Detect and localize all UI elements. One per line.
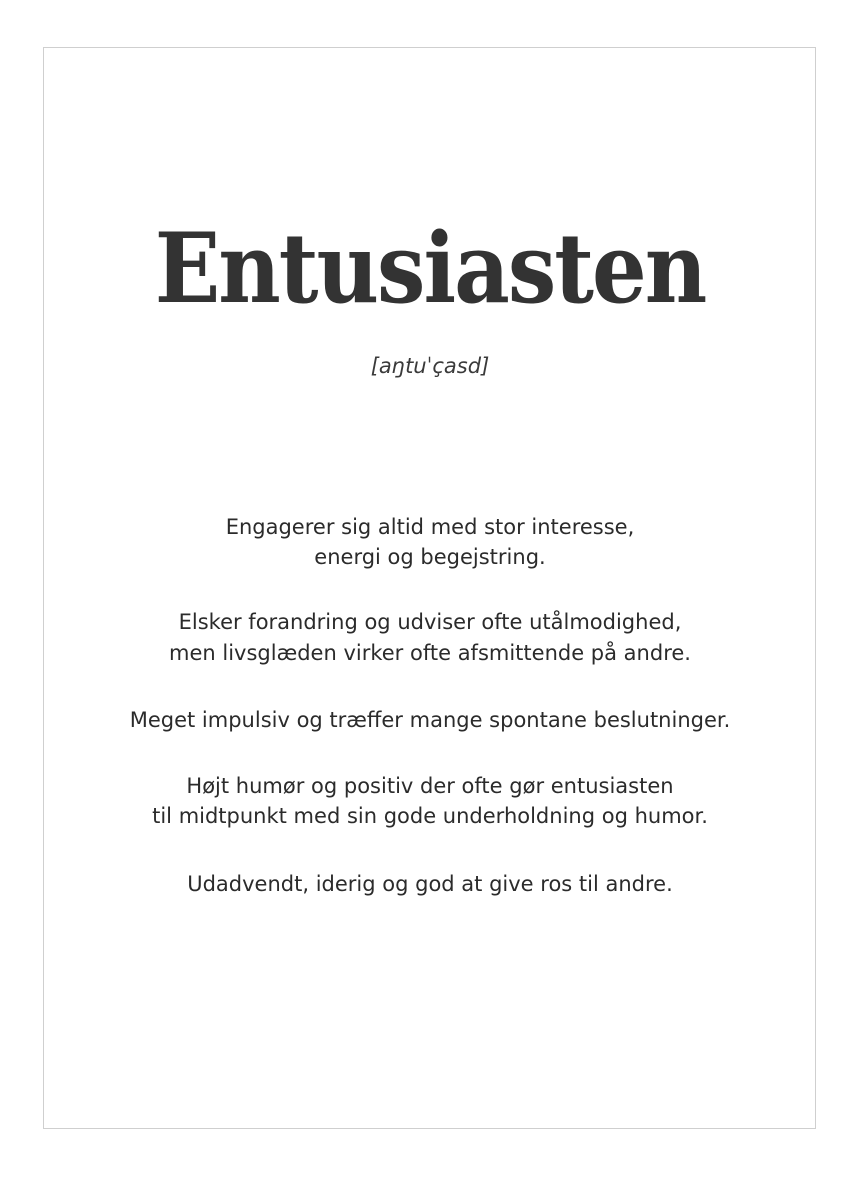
poster-title: Entusiasten xyxy=(154,212,706,326)
definition-line: Elsker forandring og udviser ofte utålmodighed, xyxy=(178,610,682,634)
definition-line: Højt humør og positiv der ofte gør entusiasten xyxy=(186,774,674,798)
definition-line: Udadvendt, iderig og god at give ros til andre. xyxy=(187,872,673,896)
pronunciation-text: [aŋtuˈçasd] xyxy=(370,354,490,378)
definition-line: men livsglæden virker ofte afsmittende på andre. xyxy=(169,641,691,665)
definition-line: Engagerer sig altid med stor interesse, xyxy=(225,515,635,539)
definition-line: energi og begejstring. xyxy=(314,545,546,569)
definition-line: Meget impulsiv og træffer mange spontane beslutninger. xyxy=(129,708,731,732)
definition-line: til midtpunkt med sin gode underholdning og humor. xyxy=(152,804,708,828)
